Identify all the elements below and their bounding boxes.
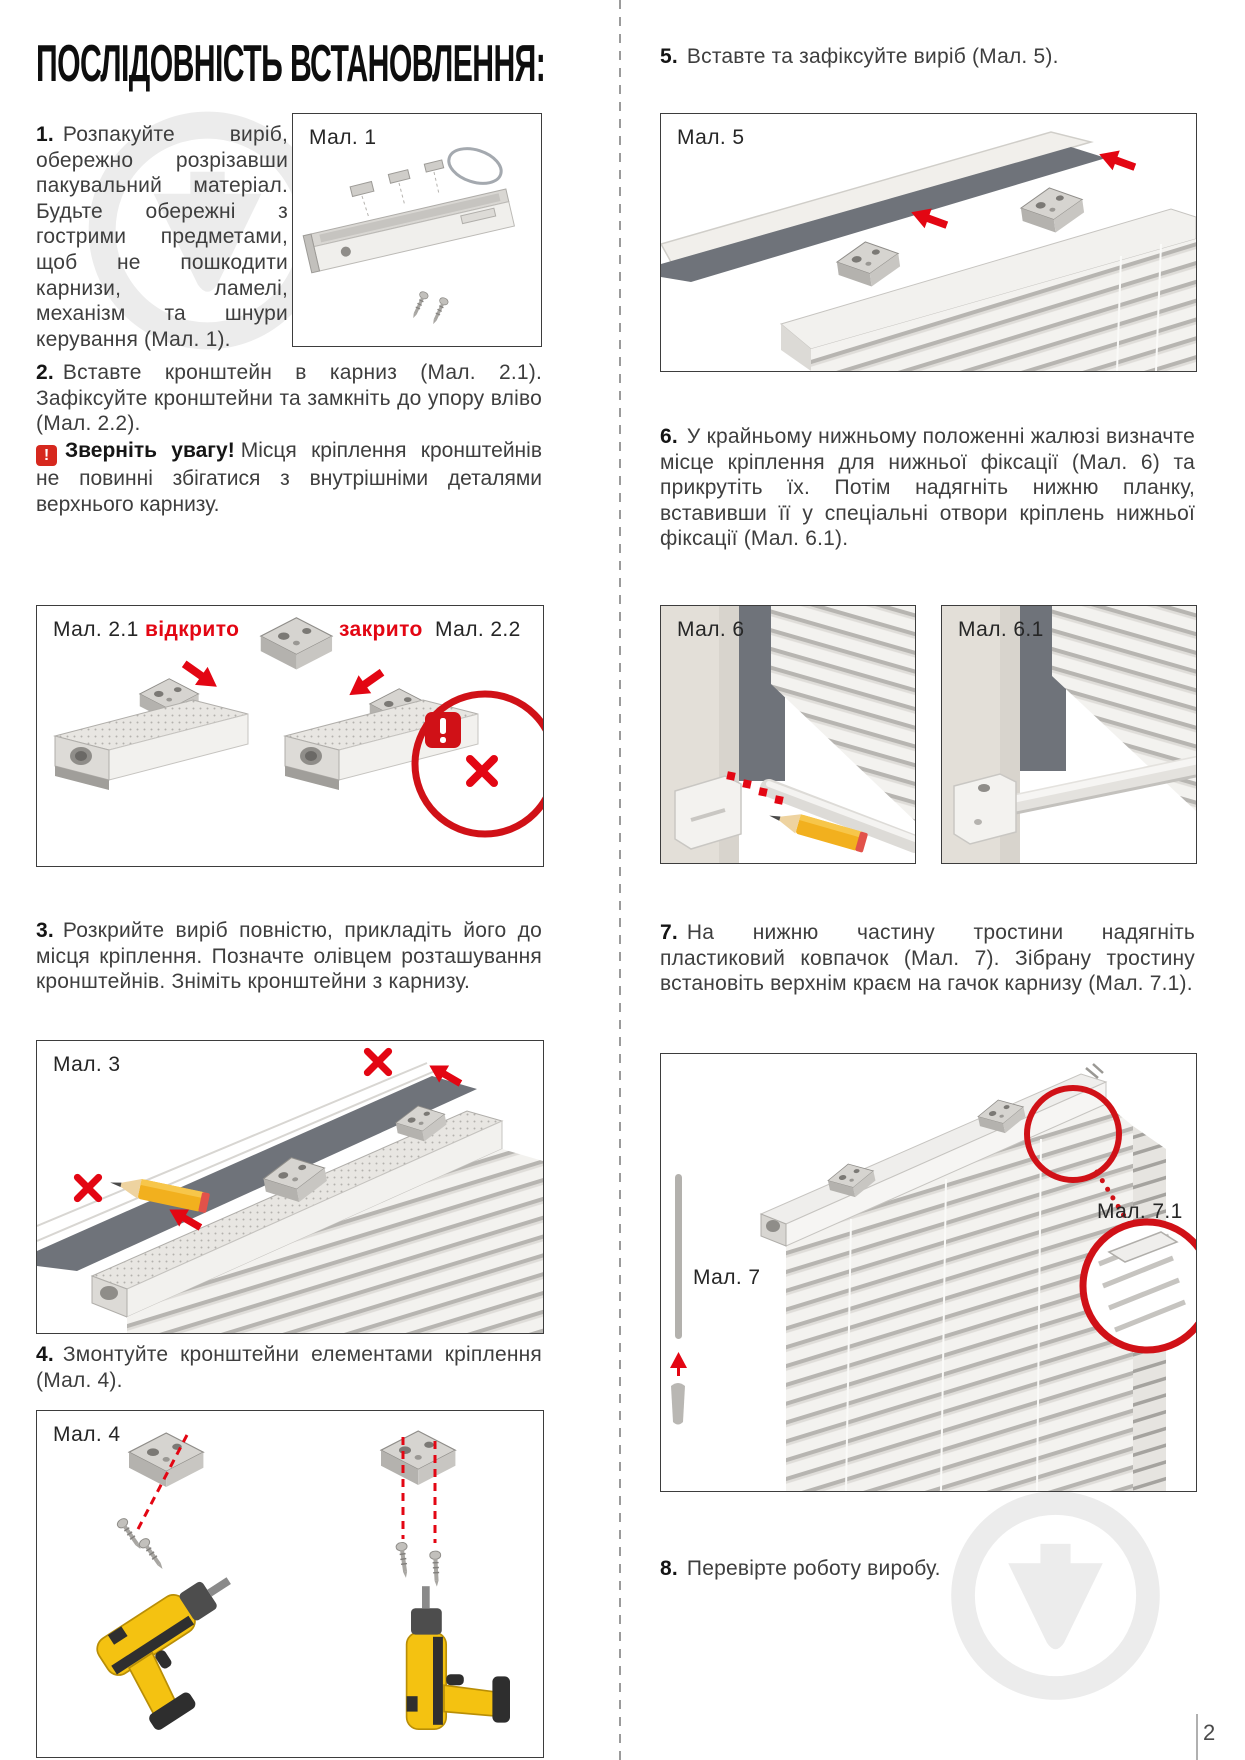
column-divider	[619, 0, 621, 1760]
figure-5-label: Мал. 5	[677, 126, 745, 149]
figure-2-1-label: Мал. 2.1	[53, 618, 139, 641]
step-body: Перевірте роботу виробу.	[686, 1557, 941, 1580]
step-number: 6.	[660, 425, 678, 448]
wand-cap	[671, 1383, 685, 1425]
figure-1-label: Мал. 1	[309, 126, 377, 149]
red-x-icon	[470, 759, 494, 783]
drill-icon	[407, 1586, 510, 1729]
warning-body: Місця кріплення кронштейнів не повинні збігатися з внутрішніми деталями верхнього карнизу.	[36, 439, 542, 516]
bracket-icon	[835, 238, 903, 291]
alert-badge-icon	[425, 712, 461, 748]
screw-icon	[430, 1551, 443, 1587]
step-body: Вставте кронштейн в карниз (Мал. 2.1). Зафіксуйте кронштейни та замкніть до упору вліво (Мал. 2.2).	[36, 361, 542, 436]
step-body: На нижню частину тростини надягніть пластиковий ковпачок (Мал. 7). Зібрану тростину встановіть верхнім краєм на гачок карнизу (Мал. 7.1).	[660, 921, 1195, 996]
step-2-text	[36, 360, 542, 437]
step-number: 1.	[36, 123, 54, 146]
brand-watermark-icon	[948, 1488, 1163, 1703]
zoom-detail-circle	[1083, 1222, 1196, 1350]
warning-note	[36, 438, 542, 517]
step-body: Розпакуйте виріб, обережно розрізавши пакувальний матеріал. Будьте обережні з гострими предметами, щоб не пошкодити карнизи, ламелі, механізм та шнури керування (Мал. 1).	[36, 123, 288, 351]
figure-7-box	[660, 1053, 1197, 1492]
figure-5-box	[660, 113, 1197, 372]
step-body: Розкрийте виріб повністю, прикладіть його до місця кріплення. Позначте олівцем розташування кронштейнів. Зніміть кронштейни з карнизу.	[36, 919, 542, 994]
figure-3-label: Мал. 3	[53, 1053, 121, 1076]
figure-3-box	[36, 1040, 544, 1334]
step-number: 5.	[660, 45, 678, 68]
step-number: 3.	[36, 919, 54, 942]
bracket-icon	[261, 618, 332, 670]
step-number: 7.	[660, 921, 678, 944]
figure-2-box	[36, 605, 544, 867]
red-x-icon	[367, 1051, 388, 1072]
page-number-rule	[1196, 1714, 1198, 1760]
figure-2-2-label: Мал. 2.2	[435, 618, 521, 641]
figure-7-label: Мал. 7	[693, 1266, 761, 1289]
step-number: 4.	[36, 1343, 54, 1366]
step-7-text	[660, 920, 1195, 997]
red-x-icon	[77, 1177, 98, 1198]
wand-rod	[675, 1174, 682, 1339]
figure-4-label: Мал. 4	[53, 1423, 121, 1446]
step-number: 8.	[660, 1557, 678, 1580]
figure-6-1-box	[941, 605, 1197, 864]
insert-headrail-illustration	[661, 114, 1196, 371]
mark-position-illustration	[37, 1041, 543, 1333]
figure-6-label: Мал. 6	[677, 618, 745, 641]
step-1-text	[36, 122, 288, 352]
red-up-arrow-icon	[670, 1352, 687, 1368]
warning-label: Зверніть увагу!	[65, 439, 235, 462]
state-closed-label: закрито	[339, 618, 423, 641]
drill-brackets-illustration	[37, 1411, 543, 1757]
bottom-rail-inserted-illustration	[942, 606, 1196, 863]
bottom-fixation-mark-illustration	[661, 606, 915, 863]
bracket-icon	[381, 1431, 455, 1485]
page-title: ПОСЛІДОВНІСТЬ ВСТАНОВЛЕННЯ:	[36, 35, 546, 93]
step-body: Вставте та зафіксуйте виріб (Мал. 5).	[686, 45, 1059, 68]
step-5-text	[660, 44, 1195, 70]
figure-4-box	[36, 1410, 544, 1758]
red-arrow-icon	[1096, 144, 1139, 177]
drill-icon	[92, 1564, 276, 1736]
figure-6-1-label: Мал. 6.1	[958, 618, 1044, 641]
state-open-label: відкрито	[145, 618, 240, 641]
warning-icon: !	[36, 445, 57, 466]
bracket-icon	[129, 1433, 203, 1487]
step-8-text	[660, 1556, 1195, 1582]
bracket-open-close-illustration	[37, 606, 543, 866]
figure-7-1-label: Мал. 7.1	[1097, 1200, 1183, 1223]
figure-1-box	[292, 113, 542, 347]
screw-icon	[396, 1542, 412, 1579]
step-6-text	[660, 424, 1195, 552]
bracket-icon	[1019, 184, 1087, 237]
step-body: У крайньому нижньому положенні жалюзі визначте місце кріплення для нижньої фіксації (Мал. 6) та прикрутіть їх. Потім надягніть нижню планку, вставивши її у спеціальні отвори кріплень нижньої фіксації (Мал. 6.1).	[660, 425, 1195, 551]
screw-icon	[138, 1537, 167, 1573]
step-3-text	[36, 918, 542, 995]
step-body: Змонтуйте кронштейни елементами кріплення (Мал. 4).	[36, 1343, 542, 1392]
step-4-text	[36, 1342, 542, 1393]
page-number: 2	[1203, 1720, 1216, 1745]
figure-6-box	[660, 605, 916, 864]
step-number: 2.	[36, 361, 54, 384]
